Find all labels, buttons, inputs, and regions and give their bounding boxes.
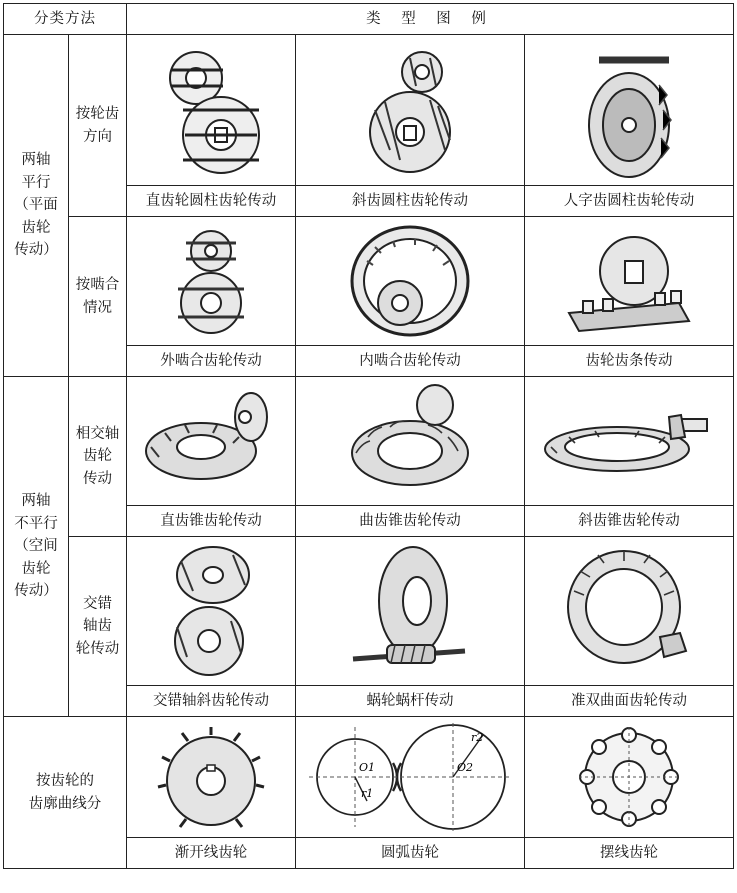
skew-bevel-cell	[525, 377, 734, 506]
subgroup-mesh-condition: 按啮合 情况	[69, 217, 127, 377]
o1-label: O1	[359, 761, 376, 774]
rack-and-pinion-icon	[559, 221, 699, 341]
caption-involute-gear: 渐开线齿轮	[127, 838, 296, 869]
r2-label: r2	[471, 731, 484, 744]
hypoid-gear-cell	[525, 537, 734, 686]
rack-pinion-cell	[525, 217, 734, 346]
caption-external-mesh: 外啮合齿轮传动	[127, 346, 296, 377]
caption-cycloidal-gear: 摆线齿轮	[525, 838, 734, 869]
header-type-examples: 类 型 图 例	[127, 4, 734, 35]
o2-label: O2	[457, 761, 474, 774]
caption-spur-gear: 直齿轮圆柱齿轮传动	[127, 186, 296, 217]
internal-mesh-cell	[296, 217, 525, 346]
spiral-bevel-gear-icon	[340, 381, 480, 501]
caption-worm-gear: 蜗轮蜗杆传动	[296, 686, 525, 717]
caption-hypoid-gear: 准双曲面齿轮传动	[525, 686, 734, 717]
group-parallel-axes: 两轴 平行 （平面 齿轮 传动）	[4, 35, 69, 377]
straight-bevel-gear-icon	[141, 381, 281, 501]
crossed-helical-cell	[127, 537, 296, 686]
caption-skew-bevel: 斜齿锥齿轮传动	[525, 506, 734, 537]
group-nonparallel-axes: 两轴 不平行 （空间 齿轮 传动）	[4, 377, 69, 717]
circular-arc-gear-cell	[296, 717, 525, 838]
caption-crossed-helical: 交错轴斜齿轮传动	[127, 686, 296, 717]
involute-gear-icon	[156, 721, 266, 833]
gear-transmission-classification-table	[3, 3, 734, 869]
subgroup-intersecting-axes: 相交轴 齿轮 传动	[69, 377, 127, 537]
spur-gear-pair-icon	[151, 40, 271, 180]
group-tooth-profile: 按齿轮的 齿廓曲线分	[4, 717, 127, 869]
involute-gear-cell	[127, 717, 296, 838]
subgroup-crossed-axes: 交错 轴齿 轮传动	[69, 537, 127, 717]
subgroup-tooth-direction: 按轮齿 方向	[69, 35, 127, 217]
cycloidal-gear-cell	[525, 717, 734, 838]
header-classification-method: 分类方法	[4, 4, 127, 35]
helical-gear-cell	[296, 35, 525, 186]
circular-arc-gear-diagram-icon	[305, 721, 515, 833]
herringbone-gear-icon	[569, 40, 689, 180]
skew-bevel-gear-icon	[539, 381, 719, 501]
caption-internal-mesh: 内啮合齿轮传动	[296, 346, 525, 377]
caption-herringbone-gear: 人字齿圆柱齿轮传动	[525, 186, 734, 217]
spur-gear-cell	[127, 35, 296, 186]
herringbone-gear-cell	[525, 35, 734, 186]
caption-rack-pinion: 齿轮齿条传动	[525, 346, 734, 377]
caption-circular-arc-gear: 圆弧齿轮	[296, 838, 525, 869]
caption-spiral-bevel: 曲齿锥齿轮传动	[296, 506, 525, 537]
internal-mesh-gear-icon	[345, 221, 475, 341]
external-mesh-gear-icon	[156, 221, 266, 341]
worm-gear-icon	[345, 541, 475, 681]
r1-label: r1	[361, 787, 374, 800]
caption-helical-gear: 斜齿圆柱齿轮传动	[296, 186, 525, 217]
cycloidal-gear-icon	[574, 721, 684, 833]
worm-gear-cell	[296, 537, 525, 686]
straight-bevel-cell	[127, 377, 296, 506]
spiral-bevel-cell	[296, 377, 525, 506]
hypoid-gear-icon	[564, 541, 694, 681]
crossed-helical-gear-icon	[151, 541, 271, 681]
caption-straight-bevel: 直齿锥齿轮传动	[127, 506, 296, 537]
external-mesh-cell	[127, 217, 296, 346]
helical-gear-pair-icon	[350, 40, 470, 180]
